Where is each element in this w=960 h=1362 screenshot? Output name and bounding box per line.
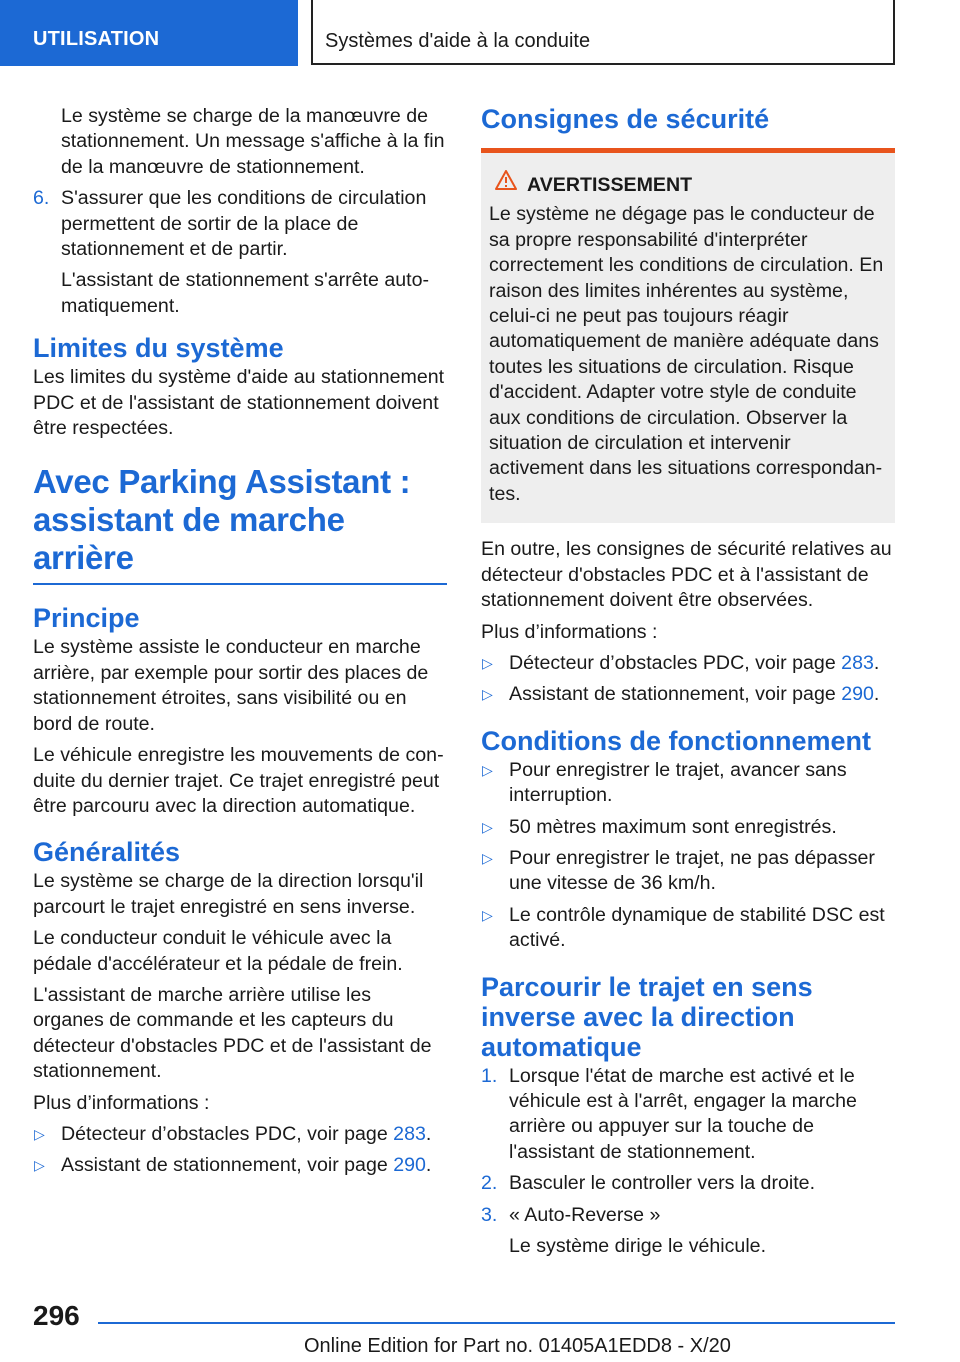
bullet-end: . — [425, 1154, 432, 1177]
heading-generalites: Généralités — [33, 837, 181, 868]
consignes-paragraph: En outre, les consignes de sécurité relatives au détecteur d'obstacles PDC et à l'assistant de stationnement doivent être observées. — [481, 538, 892, 612]
bullet-end: . — [873, 683, 880, 706]
page-number: 296 — [33, 1300, 80, 1331]
heading-conditions: Conditions de fonctionnement — [481, 725, 871, 756]
plus-info-label: Plus d’informations : — [33, 1091, 210, 1114]
bullet-end: . — [873, 651, 880, 674]
bullet-text: Pour enregistrer le trajet, avancer sans interruption. — [509, 758, 847, 807]
heading-parcourir: Parcourir le trajet en sens inverse avec la direction automatique — [481, 971, 813, 1062]
generalites-paragraph-3: L'assistant de marche arrière utilise les organes de commande et les capteurs du détecteur d'obstacles PDC et de l'assistant de stationnement. — [33, 983, 432, 1083]
bullet-text: Détecteur d’obstacles PDC, voir page — [509, 651, 842, 674]
bullet-text: Assistant de stationnement, voir page — [61, 1154, 394, 1177]
warning-box — [481, 148, 895, 523]
generalites-paragraph-1: Le système se charge de la direction lorsqu'il parcourt le trajet enregistré en sens inverse. — [33, 870, 424, 918]
bullet-text: Le contrôle dynamique de stabilité DSC est activé. — [509, 903, 885, 952]
header-border — [893, 0, 895, 64]
step-number: 3. — [481, 1203, 498, 1226]
page-link-283[interactable]: 283 — [841, 651, 874, 674]
section-label: UTILISATION — [33, 28, 160, 50]
step-6-continuation: L'assistant de stationnement s'arrête automatiquement. — [61, 269, 430, 317]
generalites-paragraph-2: Le conducteur conduit le véhicule avec la pédale d'accélérateur et la pédale de frein. — [33, 927, 403, 975]
step-3 — [481, 1203, 895, 1228]
bullet-text: 50 mètres maximum sont enregistrés. — [509, 815, 837, 838]
list-item — [481, 758, 895, 809]
step-number: 6. — [33, 187, 50, 210]
triangle-bullet-icon: ▷ — [34, 1157, 45, 1174]
main-heading: Avec Parking Assistant : assistant de marche arrière — [33, 463, 411, 577]
bullet-end: . — [425, 1122, 432, 1145]
step-number: 2. — [481, 1172, 498, 1195]
warning-label: AVERTISSEMENT — [527, 174, 693, 196]
heading-consignes: Consignes de sécurité — [481, 104, 770, 134]
list-item — [481, 651, 895, 676]
triangle-bullet-icon: ▷ — [482, 654, 493, 671]
heading-limites: Limites du système — [33, 333, 284, 364]
section-tab — [0, 0, 298, 66]
edition-note: Online Edition for Part no. 01405A1EDD8 - X/20 — [304, 1335, 731, 1357]
page-header — [0, 0, 960, 66]
step-2 — [481, 1171, 895, 1196]
left-column — [33, 104, 445, 1185]
step-5-continuation: Le système se charge de la manœuvre de stationnement. Un message s'affiche à la fin de la manœuvre de stationnement. — [61, 105, 445, 178]
list-item — [33, 1122, 445, 1147]
principe-paragraph-1: Le système assiste le conducteur en marche arrière, par exemple pour sortir des places de stationnement étroites, sans visibilité ou en bord de route. — [33, 636, 429, 735]
list-item — [481, 846, 895, 897]
step-6 — [33, 186, 445, 262]
triangle-bullet-icon: ▷ — [482, 849, 493, 866]
warning-title — [527, 173, 887, 198]
right-column — [481, 104, 895, 1265]
step-3-continuation: Le système dirige le véhicule. — [509, 1235, 767, 1257]
triangle-bullet-icon: ▷ — [482, 686, 493, 703]
list-item — [481, 815, 895, 840]
footer-rule — [98, 1322, 895, 1324]
triangle-bullet-icon: ▷ — [34, 1125, 45, 1142]
step-text: Lorsque l'état de marche est activé et le véhicule est à l'arrêt, engager la marche arrière ou appuyer sur la touche de l'assistant de stationnement. — [509, 1064, 857, 1163]
page-link-290[interactable]: 290 — [393, 1154, 426, 1177]
header-underline — [311, 63, 895, 65]
limites-text: Les limites du système d'aide au stationnement PDC et de l'assistant de stationnement doivent être respectées. — [33, 366, 445, 440]
triangle-bullet-icon: ▷ — [482, 906, 493, 923]
step-number: 1. — [481, 1064, 498, 1087]
heading-principe: Principe — [33, 603, 140, 634]
chapter-title: Systèmes d'aide à la conduite — [325, 30, 591, 52]
bullet-text: Assistant de stationnement, voir page — [509, 683, 842, 706]
step-1 — [481, 1064, 895, 1166]
header-divider — [311, 0, 313, 64]
list-item — [481, 903, 895, 954]
heading-rule — [33, 583, 447, 585]
principe-paragraph-2: Le véhicule enregistre les mouvements de conduite du dernier trajet. Ce trajet enregistré peut être parcouru avec la direction automatique. — [33, 744, 444, 817]
triangle-bullet-icon: ▷ — [482, 761, 493, 778]
step-text: S'assurer que les conditions de circulation permettent de sortir de la place de stationnement et de partir. — [61, 187, 427, 261]
warning-text: Le système ne dégage pas le conducteur de sa propre responsabilité d'interpréter correctement les conditions de circulation. En raison des limites inhérentes au système, celui-ci ne peut pas toujours réagir automatiquement de manière adéquate dans toutes les situations de circulation. Risque d'accident. Adapter votre style de conduite aux conditions de circulation. Observer la situation de circulation et intervenir activement dans les situations correspondantes. — [489, 203, 884, 505]
triangle-bullet-icon: ▷ — [482, 818, 493, 835]
warning-triangle-icon — [495, 170, 517, 190]
page-link-290[interactable]: 290 — [841, 683, 874, 706]
bullet-text: Détecteur d’obstacles PDC, voir page — [61, 1122, 394, 1145]
plus-info-label: Plus d’informations : — [481, 620, 658, 643]
step-text: Basculer le controller vers la droite. — [509, 1172, 816, 1195]
page-link-283[interactable]: 283 — [393, 1122, 426, 1145]
list-item — [33, 1153, 445, 1178]
list-item — [481, 682, 895, 707]
step-text: « Auto-Reverse » — [509, 1203, 661, 1226]
bullet-text: Pour enregistrer le trajet, ne pas dépasser une vitesse de 36 km/h. — [509, 846, 875, 895]
